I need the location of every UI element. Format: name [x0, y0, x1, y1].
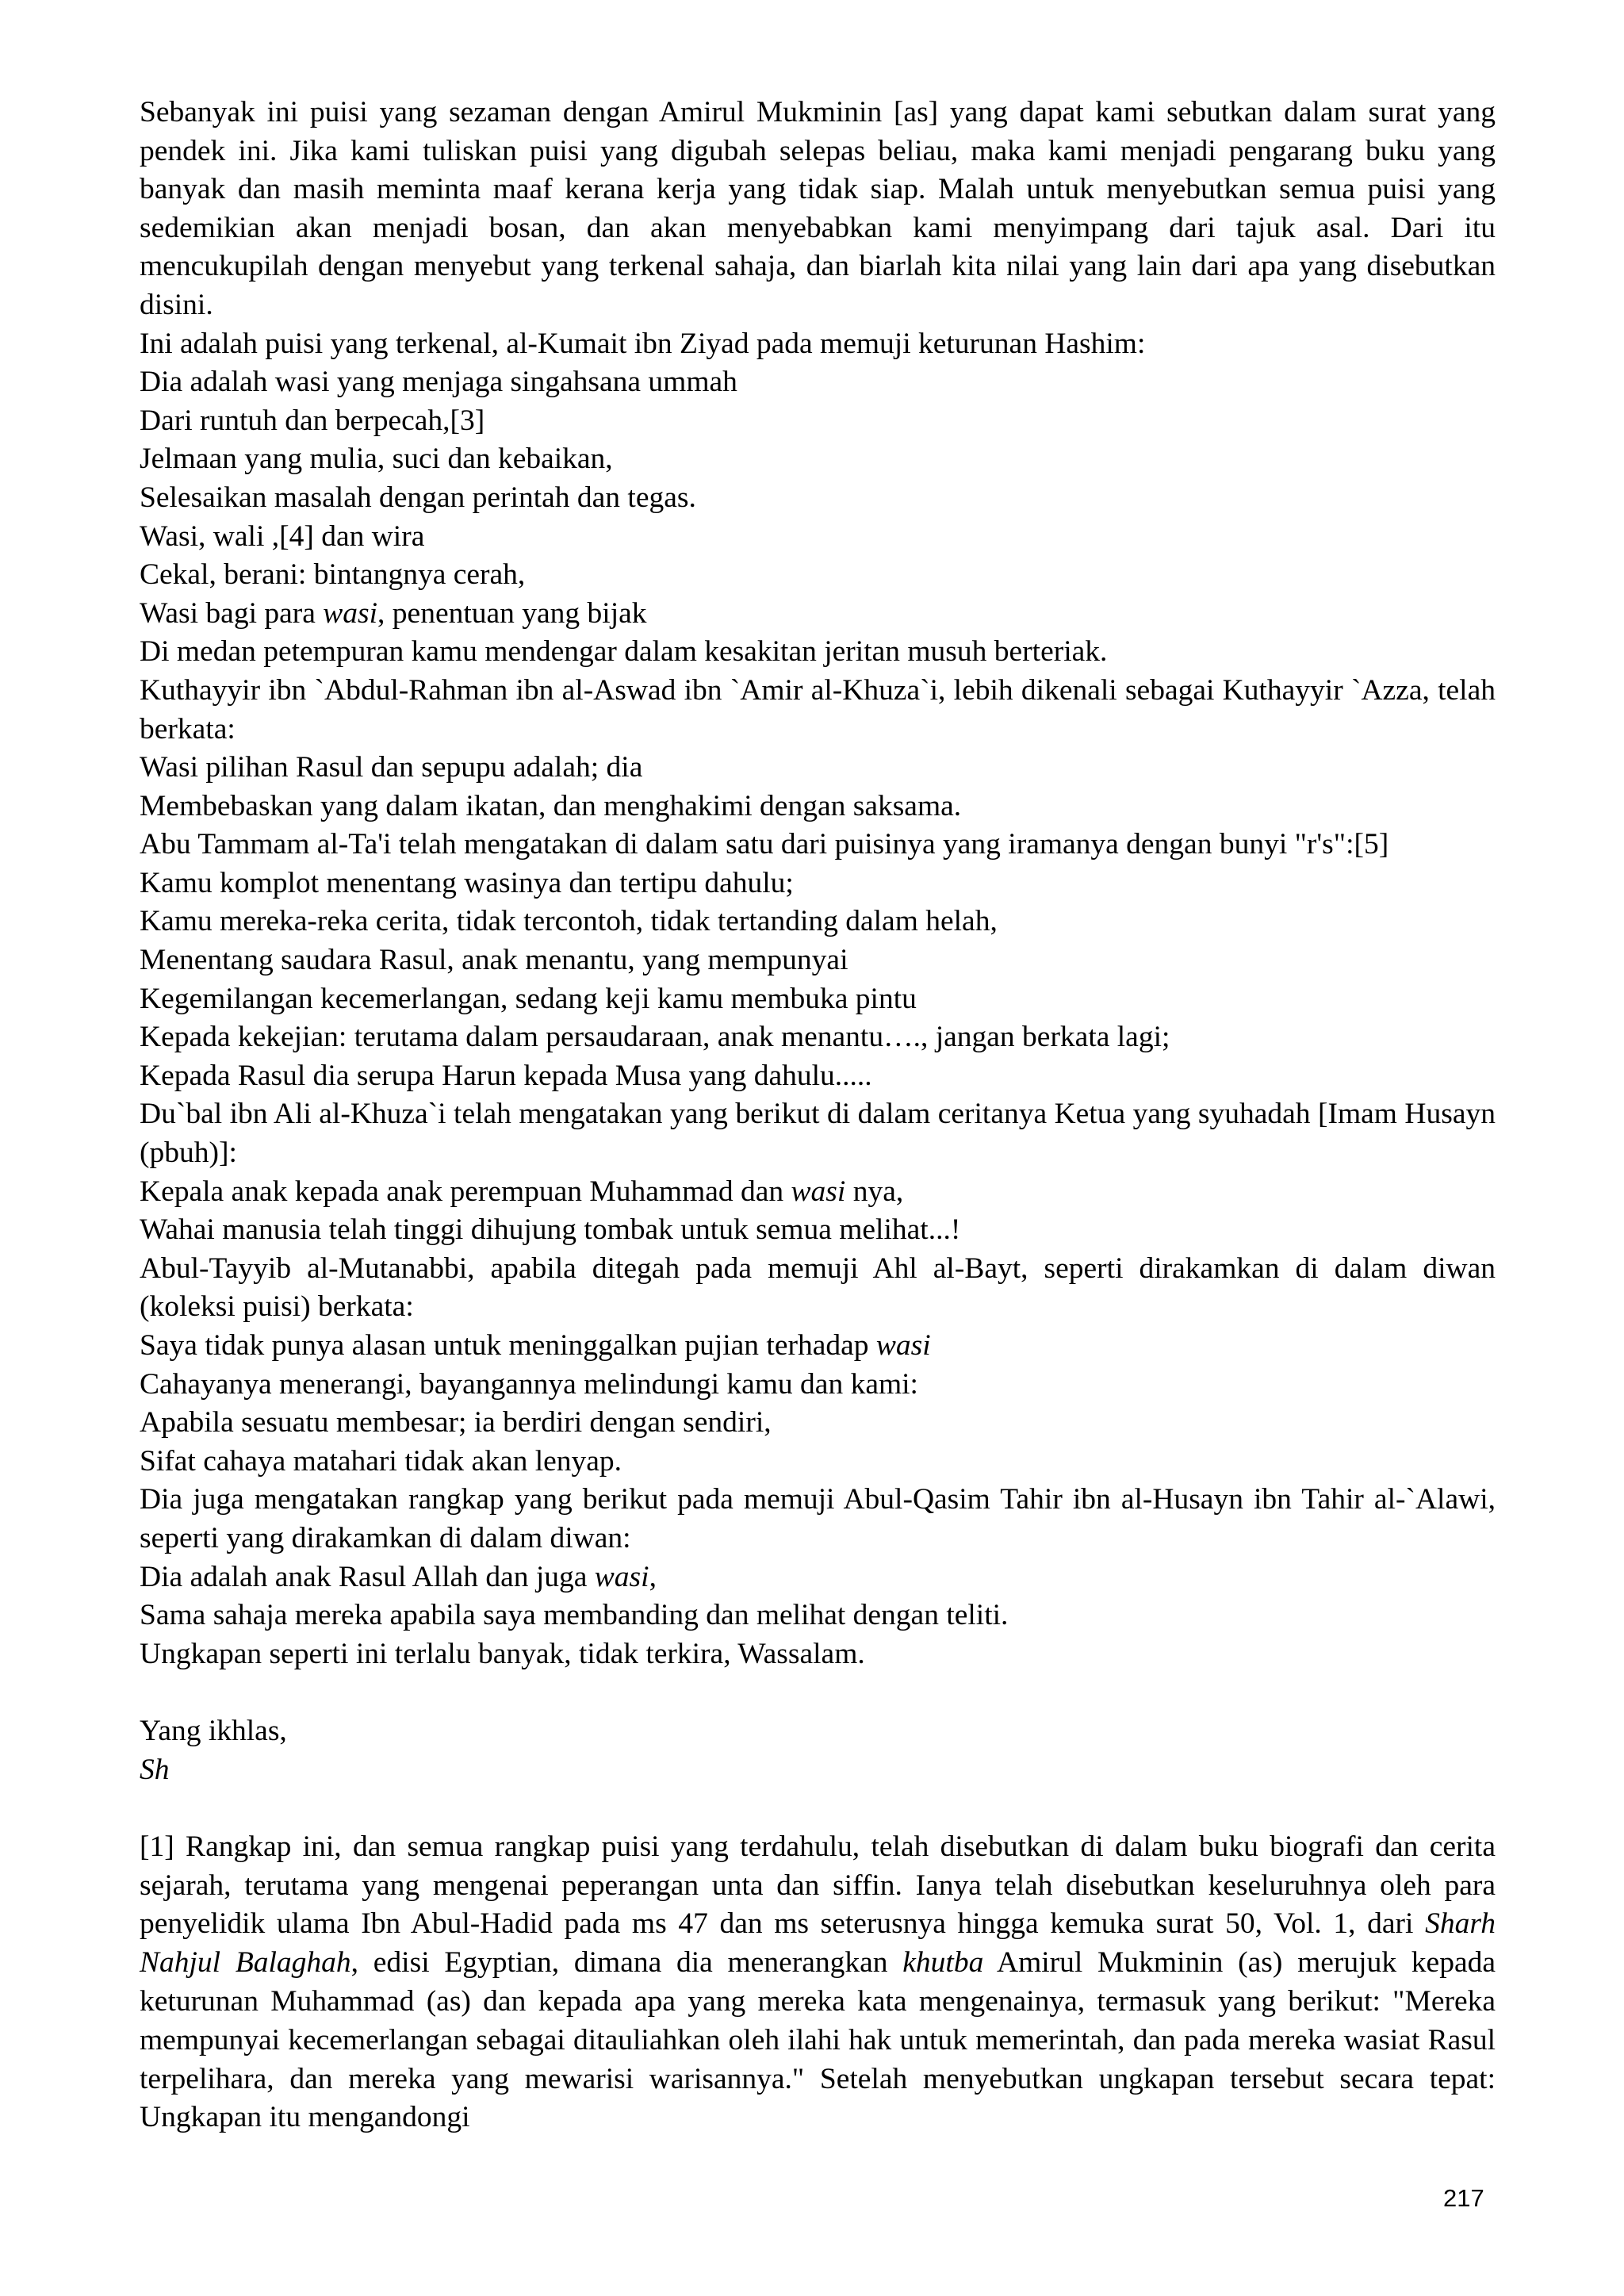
footnote-1: [1] Rangkap ini, dan semua rangkap puisi yang terdahulu, telah disebutkan di dalam buku biografi dan cerita sejarah, terutama yang mengenai peperangan unta dan siffin. Ianya telah disebutkan keseluruhnya oleh para penyelidik ulama Ibn Abul-Hadid pada ms 47 dan ms seterusnya hingga kemuka surat 50, Vol. 1, dari Sharh Nahjul Balaghah, edisi Egyptian, dimana dia menerangkan khutba Amirul Mukminin (as) merujuk kepada keturunan Muhammad (as) dan kepada apa yang mereka kata mengenainya, termasuk yang berikut: "Mereka mempunyai kecemerlangan sebagai ditauliahkan oleh ilahi hak untuk memerintah, dan pada mereka wasiat Rasul terpelihara, dan mereka yang mewarisi warisannya." Setelah menyebutkan ungkapan tersebut secara tepat: Ungkapan itu mengandongi: [140, 1830, 1496, 2134]
verse-line: Dari runtuh dan berpecah,[3]: [140, 404, 485, 437]
spacer: [140, 1789, 1496, 1828]
verse-line: Kamu komplot menentang wasinya dan tertipu dahulu;: [140, 866, 794, 899]
verse-line: Wahai manusia telah tinggi dihujung tombak untuk semua melihat...!: [140, 1213, 961, 1247]
verse-line: Kamu mereka-reka cerita, tidak tercontoh, tidak tertanding dalam helah,: [140, 905, 998, 938]
verse-line: Wasi pilihan Rasul dan sepupu adalah; dia: [140, 751, 643, 784]
verse-line: Wasi, wali ,[4] dan wira: [140, 519, 425, 553]
page-number: 217: [1443, 2184, 1484, 2212]
verse-line: Cekal, berani: bintangnya cerah,: [140, 558, 526, 592]
verse-line: Kepada Rasul dia serupa Harun kepada Musa yang dahulu.....: [140, 1059, 872, 1092]
verse-line: Jelmaan yang mulia, suci dan kebaikan,: [140, 443, 613, 476]
verse-line: Di medan petempuran kamu mendengar dalam kesakitan jeritan musuh berteriak.: [140, 635, 1108, 669]
italic-term: khutba: [902, 1946, 984, 1980]
verse-line: Saya tidak punya alasan untuk meninggalkan pujian terhadap wasi: [140, 1329, 931, 1362]
paragraph-kuthayyir: Kuthayyir ibn `Abdul-Rahman ibn al-Aswad ibn `Amir al-Khuza`i, lebih dikenali sebagai Kuthayyir `Azza, telah berkata:: [140, 673, 1496, 746]
poem-intro-kumait: Ini adalah puisi yang terkenal, al-Kumait ibn Ziyad pada memuji keturunan Hashim:: [140, 327, 1146, 360]
verse-line: Dia adalah anak Rasul Allah dan juga wasi,: [140, 1560, 657, 1593]
verse-line: Kepala anak kepada anak perempuan Muhammad dan wasi nya,: [140, 1175, 904, 1208]
verse-line: Wasi bagi para wasi, penentuan yang bijak: [140, 596, 647, 630]
verse-line: Sifat cahaya matahari tidak akan lenyap.: [140, 1444, 622, 1478]
verse-line: Selesaikan masalah dengan perintah dan tegas.: [140, 481, 696, 514]
italic-term: wasi: [875, 1329, 931, 1362]
verse-line: Sama sahaja mereka apabila saya membanding dan melihat dengan teliti.: [140, 1599, 1009, 1632]
italic-term: wasi: [594, 1560, 649, 1593]
italic-term: wasi: [791, 1175, 846, 1208]
spacer: [140, 1673, 1496, 1712]
paragraph-tahir: Dia juga mengatakan rangkap yang berikut pada memuji Abul-Qasim Tahir ibn al-Husayn ibn Tahir al-`Alawi, seperti yang dirakamkan di dalam diwan:: [140, 1483, 1496, 1554]
signature: Sh: [140, 1753, 170, 1786]
italic-title: Sharh Nahjul Balaghah: [140, 1907, 1496, 1980]
verse-line: Menentang saudara Rasul, anak menantu, yang mempunyai: [140, 944, 848, 977]
paragraph-mutanabbi: Abul-Tayyib al-Mutanabbi, apabila ditegah pada memuji Ahl al-Bayt, seperti dirakamkan di dalam diwan (koleksi puisi) berkata:: [140, 1251, 1496, 1324]
verse-line: Dia adalah wasi yang menjaga singahsana ummah: [140, 366, 737, 399]
italic-term: wasi: [323, 596, 378, 630]
verse-line: Apabila sesuatu membesar; ia berdiri dengan sendiri,: [140, 1406, 772, 1439]
salutation: Yang ikhlas,: [140, 1714, 287, 1747]
paragraph-dubal: Du`bal ibn Ali al-Khuza`i telah mengatakan yang berikut di dalam ceritanya Ketua yang syuhadah [Imam Husayn (pbuh)]:: [140, 1098, 1496, 1170]
verse-line: Kegemilangan kecemerlangan, sedang keji kamu membuka pintu: [140, 982, 917, 1015]
paragraph-abu-tammam: Abu Tammam al-Ta'i telah mengatakan di dalam satu dari puisinya yang iramanya dengan bunyi "r's":[5]: [140, 828, 1389, 861]
verse-line: Membebaskan yang dalam ikatan, dan menghakimi dengan saksama.: [140, 789, 962, 822]
verse-line: Cahayanya menerangi, bayangannya melindungi kamu dan kami:: [140, 1367, 918, 1401]
paragraph-intro: Sebanyak ini puisi yang sezaman dengan Amirul Mukminin [as] yang dapat kami sebutkan dalam surat yang pendek ini. Jika kami tuliskan puisi yang digubah selepas beliau, maka kami menjadi pengarang buku yang banyak dan masih meminta maaf kerana kerja yang tidak siap. Malah untuk menyebutkan semua puisi yang sedemikian akan menjadi bosan, dan akan menyebabkan kami menyimpang dari tajuk asal. Dari itu mencukupilah dengan menyebut yang terkenal sahaja, dan biarlah kita nilai yang lain dari apa yang disebutkan disini.: [140, 96, 1496, 321]
closing-line: Ungkapan seperti ini terlalu banyak, tidak terkira, Wassalam.: [140, 1637, 865, 1670]
document-page: [140, 94, 1496, 2137]
verse-line: Kepada kekejian: terutama dalam persaudaraan, anak menantu…., jangan berkata lagi;: [140, 1021, 1170, 1054]
